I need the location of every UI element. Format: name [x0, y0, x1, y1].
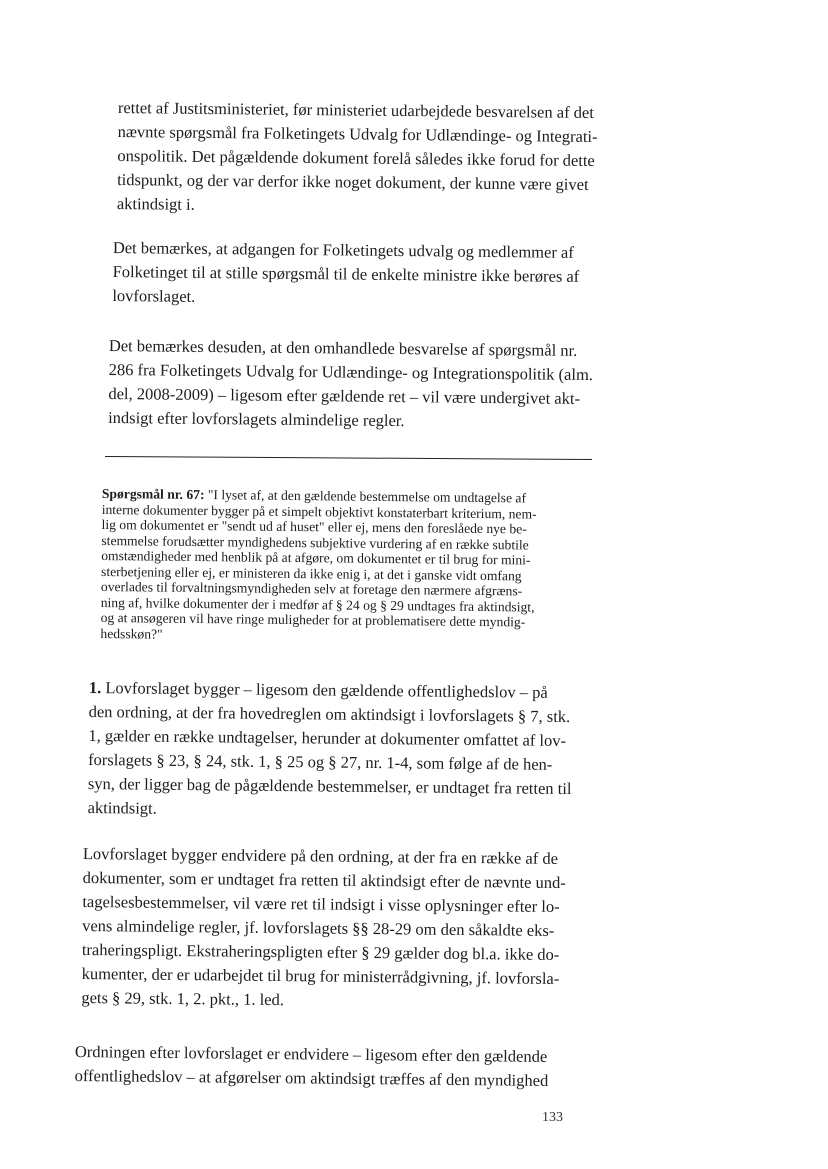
paragraph-2	[112, 236, 599, 313]
answer-number: 1.	[88, 677, 102, 698]
text-line: overlades til forvaltningsmyndigheden selv at foretage den nærmere afgræns-	[100, 578, 523, 599]
text-line: tagelsesbestemmelser, vil være ret til indsigt i visse oplysninger efter lo-	[82, 891, 560, 916]
text-line: Lovforslaget bygger – ligesom den gældende offentlighedslov – på	[101, 678, 548, 702]
text-line: Folketinget til at stille spørgsmål til de enkelte ministre ikke berøres af	[112, 261, 580, 286]
text-line: onspolitik. Det pågældende dokument forelå således ikke forud for dette	[117, 145, 595, 170]
text-line: tidspunkt, og der var derfor ikke noget dokument, der kunne være givet	[117, 169, 589, 194]
text-line: offentlighedslov – at afgørelser om aktindsigt træffes af den myndighed	[74, 1065, 549, 1090]
paragraph-3	[108, 334, 595, 435]
text-line: og at ansøgeren vil have ringe muligheder for at problematisere dette myndig-	[100, 609, 526, 630]
text-line: gets § 29, stk. 1, 2. pkt., 1. led.	[81, 987, 285, 1010]
text-line: Det bemærkes desuden, at den omhandlede besvarelse af spørgsmål nr.	[108, 335, 578, 360]
text-line: del, 2008-2009) – ligesom efter gældende ret – vil være undergivet akt-	[108, 383, 581, 408]
text-line: Lovforslaget bygger endvidere på den ordning, at der fra en række af de	[82, 843, 559, 868]
text-line: den ordning, at der fra hovedreglen om aktindsigt i lovforslagets § 7, stk.	[88, 701, 571, 727]
text-line: lovforslaget.	[112, 285, 196, 306]
text-line: nævnte spørgsmål fra Folketingets Udvalg for Udlændinge- og Integrati-	[117, 121, 598, 147]
text-line: omstændigheder med henblik på at afgøre, om dokumentet er til brug for mini-	[101, 547, 531, 568]
text-line: sterbetjening eller ej, er ministeren da ikke enig i, at det i ganske vidt omfang	[101, 563, 522, 583]
text-line: traheringspligt. Ekstraheringspligten efter § 29 gælder dog bl.a. ikke do-	[81, 939, 560, 964]
text-line: 286 fra Folketingets Udvalg for Udlændinge- og Integrationspolitik (alm.	[108, 359, 594, 385]
text-line: indsigt efter lovforslagets almindelige regler.	[108, 407, 405, 431]
text-line: forslagets § 23, § 24, stk. 1, § 25 og § 27, nr. 1-4, som følge af de hen-	[88, 749, 553, 774]
text-line: "I lyset af, at den gældende bestemmelse om undtagelse af	[204, 487, 527, 506]
text-line: Det bemærkes, at adgangen for Folketingets udvalg og medlemmer af	[112, 237, 574, 262]
text-line: 1, gælder en række undtagelser, herunder at dokumenter omfattet af lov-	[88, 725, 567, 750]
question-block	[100, 486, 592, 646]
text-line: Ordningen efter lovforslaget er endvidere – ligesom efter den gældende	[74, 1041, 548, 1066]
page-number: 133	[542, 1110, 563, 1125]
text-line: ning af, hvilke dokumenter der i medfør af § 24 og § 29 undtages fra aktindsigt,	[100, 594, 535, 615]
text-line: syn, der ligger bag de pågældende bestemmelser, er undtaget fra retten til	[87, 773, 572, 799]
text-line: interne dokumenter bygger på et simpelt objektivt konstaterbart kriterium, nem-	[101, 501, 537, 522]
answer-paragraph-1	[87, 676, 582, 825]
text-line: dokumenter, som er undtaget fra retten til aktindsigt efter de nævnte und-	[82, 867, 566, 893]
horizontal-divider	[105, 456, 592, 460]
paragraph-5	[81, 842, 577, 1015]
paragraph-1	[117, 96, 604, 221]
text-line: kumenter, der er udarbejdet til brug for ministerrådgivning, jf. lovforsla-	[81, 963, 560, 988]
paragraph-6	[74, 1040, 568, 1093]
question-label: Spørgsmål nr. 67:	[101, 486, 205, 503]
text-line: stemmelse forudsætter myndighedens subjektive vurdering af en række subtile	[101, 532, 529, 552]
text-line: aktindsigt i.	[116, 193, 195, 214]
text-line: aktindsigt.	[87, 797, 157, 818]
text-line: lig om dokumentet er "sendt ud af huset" eller ej, mens den foreslåede nye be-	[101, 516, 527, 537]
text-line: rettet af Justitsministeriet, før ministeriet udarbejdede besvarelsen af det	[117, 97, 594, 122]
text-line: vens almindelige regler, jf. lovforslagets §§ 28-29 om den såkaldte eks-	[82, 915, 555, 940]
text-line: hedsskøn?"	[100, 625, 163, 642]
